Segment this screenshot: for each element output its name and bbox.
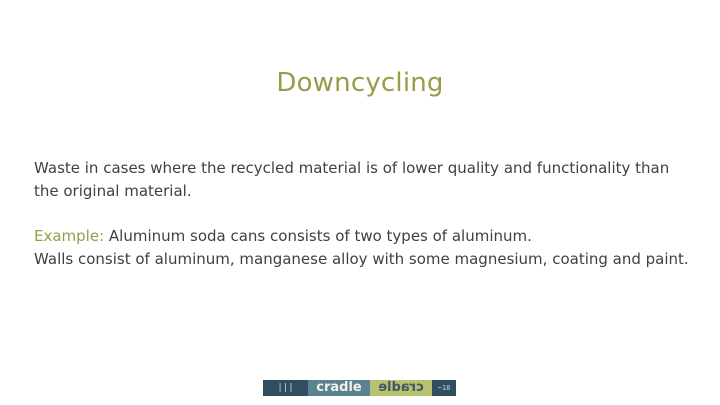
example-line-1-text: Aluminum soda cans consists of two types of aluminum.: [104, 227, 532, 245]
example-line-1: [34, 225, 694, 248]
banner-word: cradle: [308, 380, 370, 396]
banner-spine-right: ~18: [432, 380, 456, 396]
banner-word-mirrored: cradle: [370, 380, 432, 396]
example-paragraph: [34, 225, 694, 271]
example-line-2: Walls consist of aluminum, manganese alloy with some magnesium, coating and paint.: [34, 250, 689, 268]
example-label: Example:: [34, 227, 105, 245]
slide-title: Downcycling: [276, 68, 444, 98]
definition-line-1: Waste in cases where the recycled material is of lower quality and functionality than: [34, 159, 670, 177]
book-cover-banner: [263, 380, 456, 396]
definition-line-2: the original material.: [34, 182, 192, 200]
slide-body: [34, 157, 694, 293]
definition-paragraph: [34, 157, 694, 203]
banner-spine-left: |||: [263, 380, 308, 396]
